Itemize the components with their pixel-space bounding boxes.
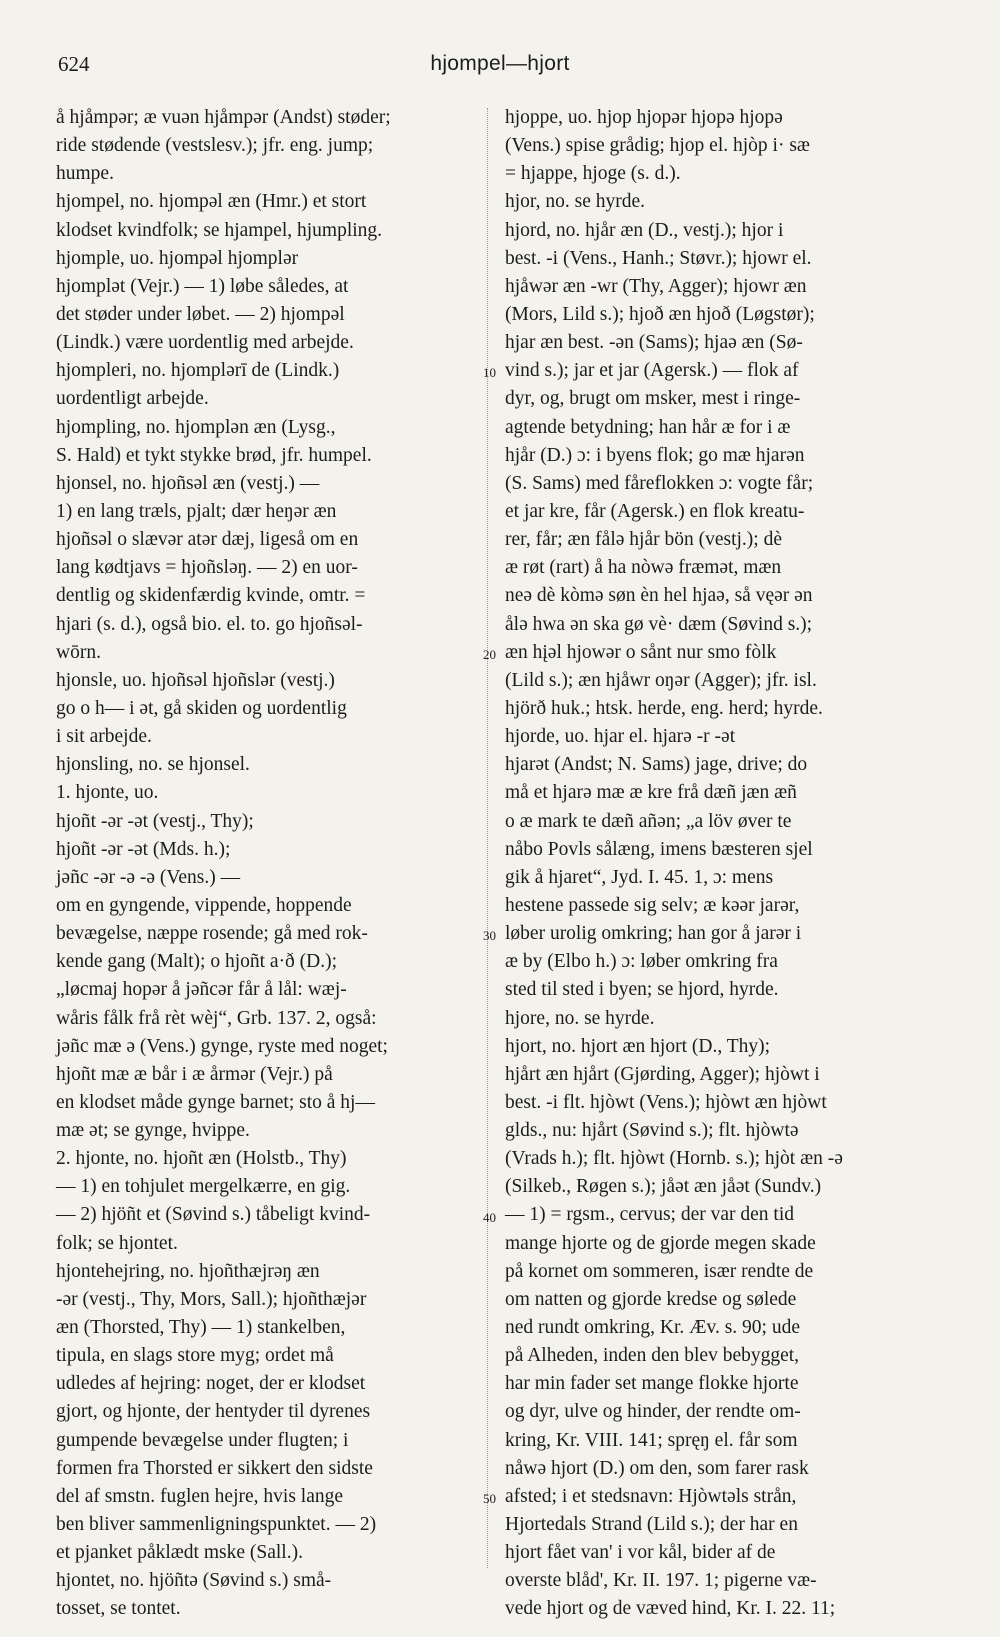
text-line: lang kødtjavs = hjoñsləŋ. — 2) en uor- (56, 557, 358, 579)
text-line: og dyr, ulve og hinder, der rendte om- (505, 1401, 801, 1423)
text-line: S. Hald) et tykt stykke brød, jfr. humpel. (56, 444, 372, 466)
text-line: del af smstn. fuglen hejre, hvis lange (56, 1485, 344, 1507)
running-head: hjompel—hjort (430, 52, 570, 75)
line-number: 20 (483, 646, 496, 662)
text-line: (Vens.) spise grådig; hjop el. hjòp i· sæ (505, 135, 810, 157)
text-line: hjord, no. hjår æn (D., vestj.); hjor i (505, 219, 784, 241)
text-line: på kornet om sommeren, især rendte de (505, 1260, 814, 1282)
text-line: hjoñsəl o slævər atər dæj, ligeså om en (56, 529, 359, 551)
text-line: en klodset måde gynge barnet; sto å hj— (56, 1091, 375, 1113)
page-number: 624 (58, 52, 90, 76)
line-number: 10 (483, 365, 496, 381)
text-line: hjar æn best. -ən (Sams); hjaə æn (Sø- (505, 332, 803, 354)
text-line: hjarət (Andst; N. Sams) jage, drive; do (505, 754, 808, 776)
text-line: mange hjorte og de gjorde megen skade (505, 1232, 816, 1254)
line-number: 40 (483, 1209, 496, 1225)
text-line: (Vrads h.); flt. hjòwt (Hornb. s.); hjòt æn -ə (505, 1148, 843, 1170)
text-line: hjompling, no. hjomplən æn (Lysg., (56, 416, 336, 438)
text-line: æ by (Elbo h.) ɔ: løber omkring fra (505, 951, 778, 973)
text-line: hjomple, uo. hjompəl hjomplər (56, 247, 299, 269)
text-line: hjoppe, uo. hjop hjopər hjopə hjopə (505, 107, 783, 128)
text-line: tipula, en slags store myg; ordet må (56, 1345, 334, 1367)
text-line: wåris fålk frå rèt wèj“, Grb. 137. 2, også: (56, 1007, 377, 1029)
text-line: -ər (vestj., Thy, Mors, Sall.); hjoñthæjər (56, 1288, 367, 1310)
right-column (505, 104, 945, 1624)
text-line: hjåwər æn -wr (Thy, Agger); hjowr æn (505, 275, 807, 297)
text-line: et jar kre, får (Agersk.) en flok kreatu- (505, 500, 805, 522)
text-line: hjår (D.) ɔ: i byens flok; go mæ hjarən (505, 444, 805, 466)
text-line: om natten og gjorde kredse og sølede (505, 1288, 797, 1310)
left-column (56, 104, 480, 1624)
text-line: klodset kvindfolk; se hjampel, hjumpling. (56, 219, 383, 241)
text-line: humpe. (56, 163, 114, 185)
text-line: ned rundt omkring, Kr. Æv. s. 90; ude (505, 1317, 801, 1339)
text-line: gjort, og hjonte, der hentyder til dyrenes (56, 1401, 371, 1423)
text-line: = hjappe, hjoge (s. d.). (505, 163, 681, 185)
text-line: bevægelse, næppe rosende; gå med rok- (56, 923, 368, 945)
text-line: om en gyngende, vippende, hoppende (56, 894, 352, 916)
text-line: — 1) = rgsm., cervus; der var den tid (505, 1204, 794, 1226)
text-line: mæ ət; se gynge, hvippe. (56, 1120, 250, 1142)
text-line: best. -i flt. hjòwt (Vens.); hjòwt æn hjòwt (505, 1091, 827, 1113)
line-number: 50 (483, 1491, 496, 1507)
line-number: 30 (483, 928, 496, 944)
text-line: 1) en lang træls, pjalt; dær heŋər æn (56, 500, 337, 522)
text-line: „løcmaj hopər å jəñcər får å lål: wæj- (56, 979, 347, 1001)
text-line: æ røt (rart) å ha nòwə fræmət, mæn (505, 557, 782, 579)
text-line: det støder under løbet. — 2) hjompəl (56, 303, 345, 325)
text-line: udledes af hejring: noget, der er klodset (56, 1373, 366, 1395)
column-divider (487, 108, 489, 1568)
text-line: hjompleri, no. hjomplərī de (Lindk.) (56, 360, 340, 382)
text-line: hjonsel, no. hjoñsəl æn (vestj.) — (56, 472, 320, 494)
text-line: på Alheden, inden den blev bebygget, (505, 1345, 800, 1367)
text-line: ride stødende (vestslesv.); jfr. eng. jump; (56, 135, 374, 157)
text-line: — 1) en tohjulet mergelkærre, en gig. (56, 1176, 351, 1198)
text-line: kende gang (Malt); o hjoñt a·ð (D.); (56, 951, 338, 973)
text-line: hjonsle, uo. hjoñsəl hjoñslər (vestj.) (56, 669, 335, 691)
text-line: dyr, og, brugt om msker, mest i ringe- (505, 388, 801, 410)
text-line: hjompel, no. hjompəl æn (Hmr.) et stort (56, 191, 367, 213)
text-line: hjoñt mæ æ bår i æ årmər (Vejr.) på (56, 1063, 333, 1085)
text-line: æn hįəl hjowər o sånt nur smo fòlk (505, 641, 777, 663)
text-line: (S. Sams) med fåreflokken ɔ: vogte får; (505, 472, 814, 494)
text-line: hjari (s. d.), også bio. el. to. go hjoñsəl- (56, 613, 363, 635)
text-line: agtende betydning; han hår æ for i æ (505, 416, 791, 438)
text-line: å hjåmpər; æ vuən hjåmpər (Andst) støder; (56, 107, 391, 128)
text-line: o æ mark te dæñ añən; „a löv øver te (505, 810, 792, 832)
text-line: hjörð huk.; htsk. herde, eng. herd; hyrde. (505, 697, 823, 719)
text-line: 1. hjonte, uo. (56, 782, 159, 804)
text-line: hjontet, no. hjöñtə (Søvind s.) små- (56, 1570, 332, 1592)
text-line: i sit arbejde. (56, 726, 152, 748)
text-line: hjore, no. se hyrde. (505, 1007, 655, 1029)
text-line: go o h— i ət, gå skiden og uordentlig (56, 697, 347, 719)
text-line: uordentligt arbejde. (56, 388, 209, 410)
text-line: hjomplət (Vejr.) — 1) løbe således, at (56, 275, 349, 297)
text-line: overste blåd', Kr. II. 197. 1; pigerne væ- (505, 1570, 817, 1592)
text-line: glds., nu: hjårt (Søvind s.); flt. hjòwtə (505, 1120, 799, 1142)
text-line: jəñc mæ ə (Vens.) gynge, ryste med noget; (56, 1035, 388, 1057)
text-line: nåbo Povls sålæng, imens bæsteren sjel (505, 838, 813, 860)
text-line: tosset, se tontet. (56, 1598, 181, 1620)
text-line: formen fra Thorsted er sikkert den sidste (56, 1457, 373, 1479)
text-line: et pjanket påklædt mske (Sall.). (56, 1542, 303, 1564)
text-line: hjort, no. hjort æn hjort (D., Thy); (505, 1035, 771, 1057)
text-line: dentlig og skidenfærdig kvinde, omtr. = (56, 585, 366, 607)
text-line: hjårt æn hjårt (Gjørding, Agger); hjòwt i (505, 1063, 820, 1085)
text-line: rer, får; æn fålə hjår bön (vestj.); dè (505, 529, 782, 551)
text-line: best. -i (Vens., Hanh.; Støvr.); hjowr el. (505, 247, 812, 269)
text-line: (Mors, Lild s.); hjoð æn hjoð (Løgstør); (505, 303, 815, 325)
text-line: vind s.); jar et jar (Agersk.) — flok af (505, 360, 799, 382)
text-line: (Lindk.) være uordentlig med arbejde. (56, 332, 354, 354)
text-line: hjor, no. se hyrde. (505, 191, 646, 213)
text-line: hjoñt -ər -ət (vestj., Thy); (56, 810, 254, 832)
text-line: afsted; i et stedsnavn: Hjòwtəls strån, (505, 1485, 797, 1507)
text-line: hestene passede sig selv; æ kəər jarər, (505, 894, 800, 916)
text-line: hjontehejring, no. hjoñthæjrəŋ æn (56, 1260, 320, 1282)
page-header (0, 52, 1000, 84)
text-line: kring, Kr. VIII. 141; spręŋ el. får som (505, 1429, 798, 1451)
text-line: 2. hjonte, no. hjoñt æn (Holstb., Thy) (56, 1148, 347, 1170)
text-line: ben bliver sammenligningspunktet. — 2) (56, 1514, 377, 1536)
text-line: hjoñt -ər -ət (Mds. h.); (56, 838, 231, 860)
text-line: æn (Thorsted, Thy) — 1) stankelben, (56, 1317, 346, 1339)
text-line: må et hjarə mæ æ kre frå dæñ jæn æñ (505, 782, 797, 804)
text-line: folk; se hjontet. (56, 1232, 178, 1254)
text-line: wōrn. (56, 641, 101, 663)
text-line: — 2) hjöñt et (Søvind s.) tåbeligt kvind- (56, 1204, 371, 1226)
text-line: sted til sted i byen; se hjord, hyrde. (505, 979, 779, 1001)
text-line: ålə hwa ən ska gø vè· dæm (Søvind s.); (505, 613, 813, 635)
text-line: jəñc -ər -ə -ə (Vens.) — (56, 866, 241, 888)
text-line: har min fader set mange flokke hjorte (505, 1373, 799, 1395)
text-line: (Lild s.); æn hjåwr oŋər (Agger); jfr. isl. (505, 669, 817, 691)
text-line: gik å hjaret“, Jyd. I. 45. 1, ɔ: mens (505, 866, 774, 888)
text-line: vede hjort og de væved hind, Kr. I. 22. 11; (505, 1598, 836, 1620)
text-line: (Silkeb., Røgen s.); jåət æn jåət (Sundv.) (505, 1176, 822, 1198)
text-line: løber urolig omkring; han gor å jarər i (505, 923, 802, 945)
text-line: hjonsling, no. se hjonsel. (56, 754, 250, 776)
text-line: hjort fået van' i vor kål, bider af de (505, 1542, 776, 1564)
text-line: Hjortedals Strand (Lild s.); der har en (505, 1514, 798, 1536)
text-line: gumpende bevægelse under flugten; i (56, 1429, 349, 1451)
text-line: nåwə hjort (D.) om den, som farer rask (505, 1457, 809, 1479)
text-line: hjorde, uo. hjar el. hjarə -r -ət (505, 726, 736, 748)
text-line: neə dè kòmə søn èn hel hjaə, så vęər ən (505, 585, 813, 607)
